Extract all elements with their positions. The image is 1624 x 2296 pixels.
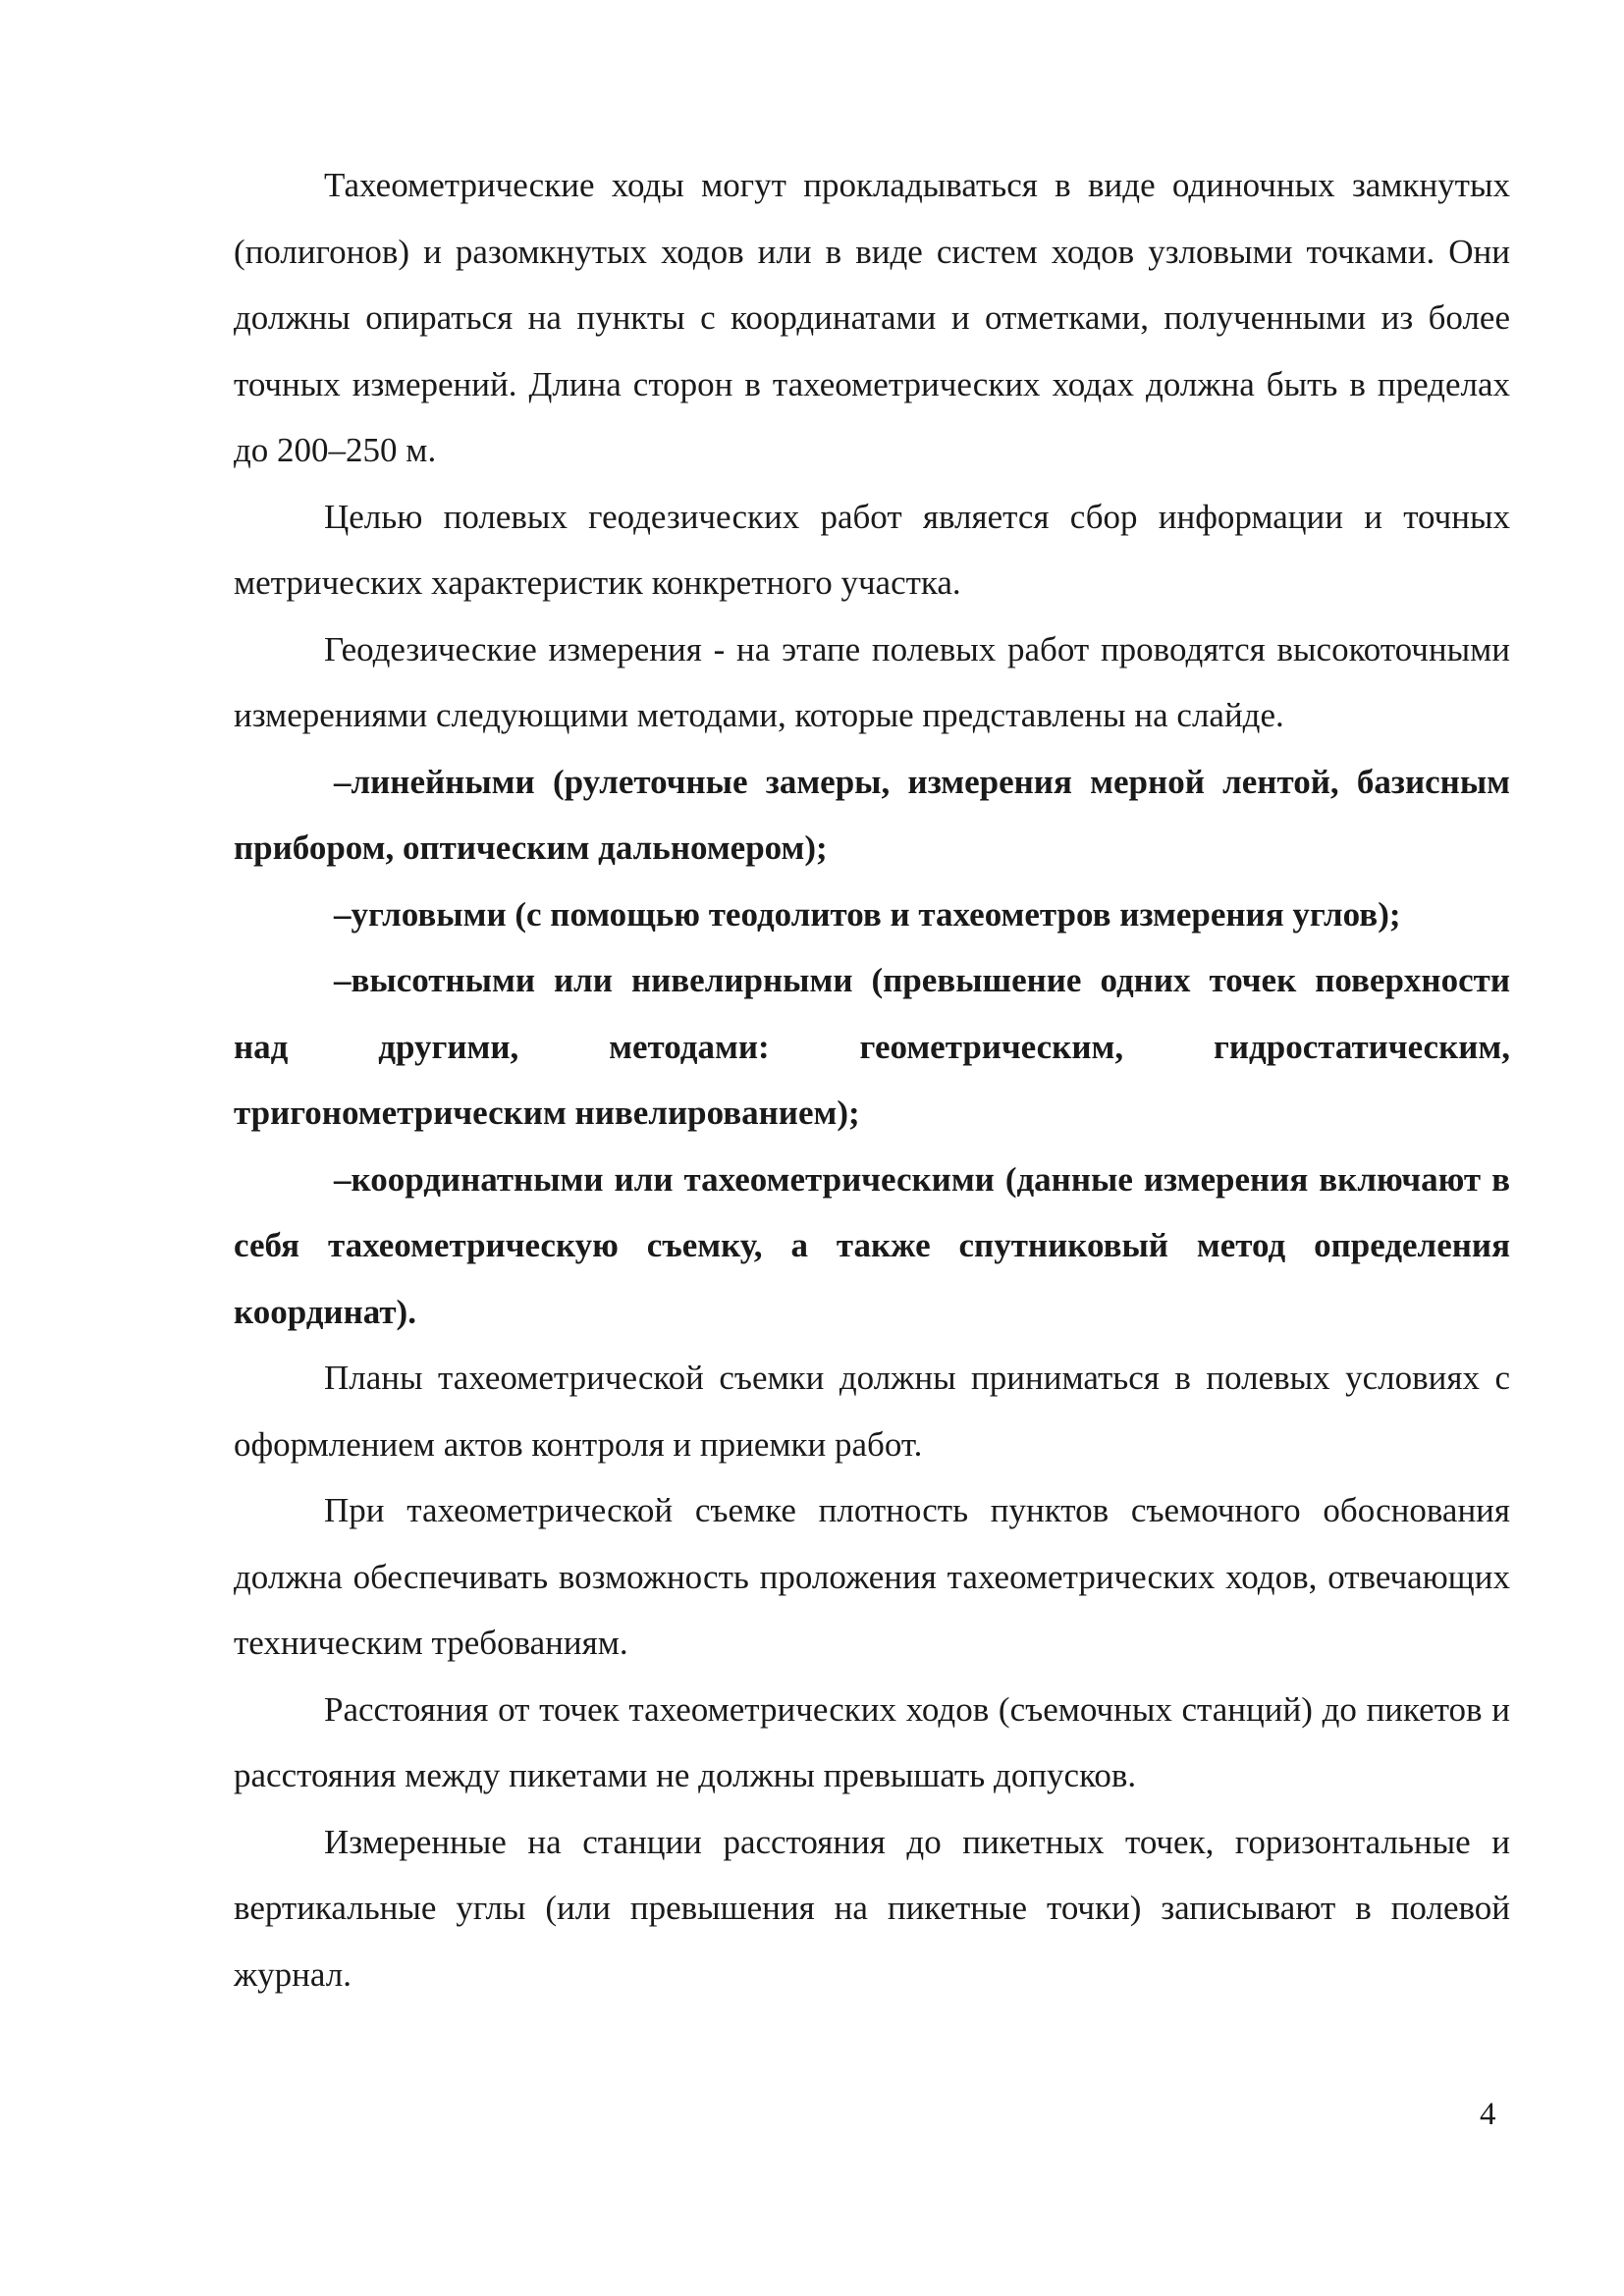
list-item-leveling: –высотными или нивелирными (превышение одних точек поверхности над другими, методами: геометрическим, гидростатическим, тригонометрическим нивелированием);	[234, 961, 1510, 1132]
paragraph-field-journal: Измеренные на станции расстояния до пикетных точек, горизонтальные и вертикальные углы (или превышения на пикетные точки) записывают в полевой журнал.	[234, 1822, 1510, 1994]
paragraph-point-density: При тахеометрической съемке плотность пунктов съемочного обоснования должна обеспечивать возможность проложения тахеометрических ходов, отвечающих техническим требованиям.	[234, 1491, 1510, 1662]
page-body	[234, 152, 1510, 2007]
paragraph-distances: Расстояния от точек тахеометрических ходов (съемочных станций) до пикетов и расстояния между пикетами не должны превышать допусков.	[234, 1689, 1510, 1794]
page-number: 4	[1480, 2097, 1496, 2132]
list-item-angular: –угловыми (с помощью теодолитов и тахеометров измерения углов);	[334, 894, 1401, 934]
list-item-linear: –линейными (рулеточные замеры, измерения мерной лентой, базисным прибором, оптическим дальномером);	[234, 762, 1510, 867]
paragraph-survey-plans: Планы тахеометрической съемки должны приниматься в полевых условиях с оформлением актов контроля и приемки работ.	[234, 1359, 1510, 1464]
list-item-coordinate: –координатными или тахеометрическими (данные измерения включают в себя тахеометрическую съемку, а также спутниковый метод определения координат).	[234, 1159, 1510, 1331]
paragraph-field-work-goal: Целью полевых геодезических работ является сбор информации и точных метрических характеристик конкретного участка.	[234, 497, 1510, 602]
paragraph-traverses: Тахеометрические ходы могут прокладываться в виде одиночных замкнутых (полигонов) и разомкнутых ходов или в виде систем ходов узловыми точками. Они должны опираться на пункты с координатами и отметками, полученными из более точных измерений. Длина сторон в тахеометрических ходах должна быть в пределах до 200–250 м.	[234, 166, 1510, 469]
paragraph-measurement-methods: Геодезические измерения - на этапе полевых работ проводятся высокоточными измерениями следующими методами, которые представлены на слайде.	[234, 629, 1510, 734]
